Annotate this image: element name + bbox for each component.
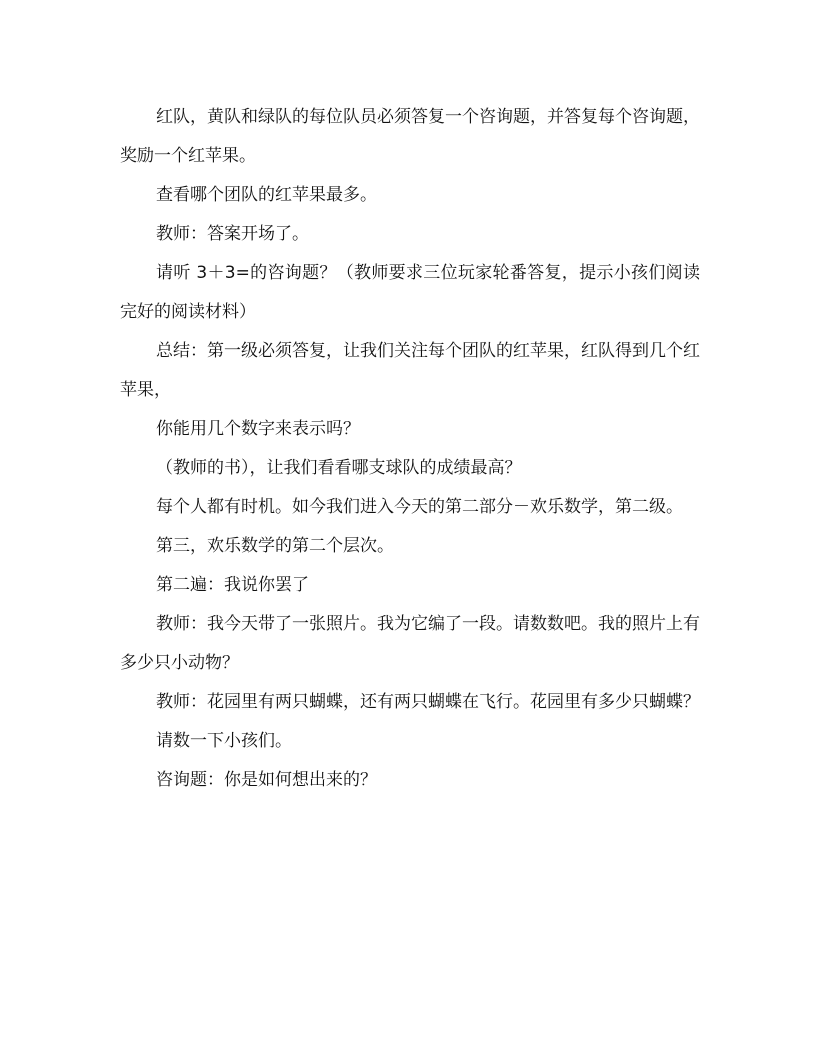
paragraph: 教师：我今天带了一张照片。我为它编了一段。请数数吧。我的照片上有多少只小动物？ (120, 614, 700, 673)
paragraph: 请数一下小孩们。 (156, 731, 292, 751)
paragraph: 教师：花园里有两只蝴蝶，还有两只蝴蝶在飞行。花园里有多少只蝴蝶？ (156, 692, 700, 712)
document-body (120, 98, 700, 800)
paragraph: 教师：答案开场了。 (156, 224, 309, 244)
paragraph: 红队，黄队和绿队的每位队员必须答复一个咨询题，并答复每个咨询题，奖励一个红苹果。 (120, 107, 700, 166)
paragraph: 请听 3＋3=的咨询题？（教师要求三位玩家轮番答复，提示小孩们阅读完好的阅读材料） (120, 263, 700, 322)
paragraph: 查看哪个团队的红苹果最多。 (156, 185, 377, 205)
paragraph: 每个人都有时机。如今我们进入今天的第二部分－欢乐数学，第二级。 (156, 497, 683, 517)
paragraph: （教师的书），让我们看看哪支球队的成绩最高？ (156, 458, 522, 478)
paragraph: 你能用几个数字来表示吗？ (156, 419, 360, 439)
paragraph: 第二遍：我说你罢了 (156, 575, 309, 595)
paragraph: 总结：第一级必须答复，让我们关注每个团队的红苹果，红队得到几个红苹果， (120, 341, 700, 400)
paragraph: 第三，欢乐数学的第二个层次。 (156, 536, 394, 556)
paragraph: 咨询题：你是如何想出来的？ (156, 770, 377, 790)
